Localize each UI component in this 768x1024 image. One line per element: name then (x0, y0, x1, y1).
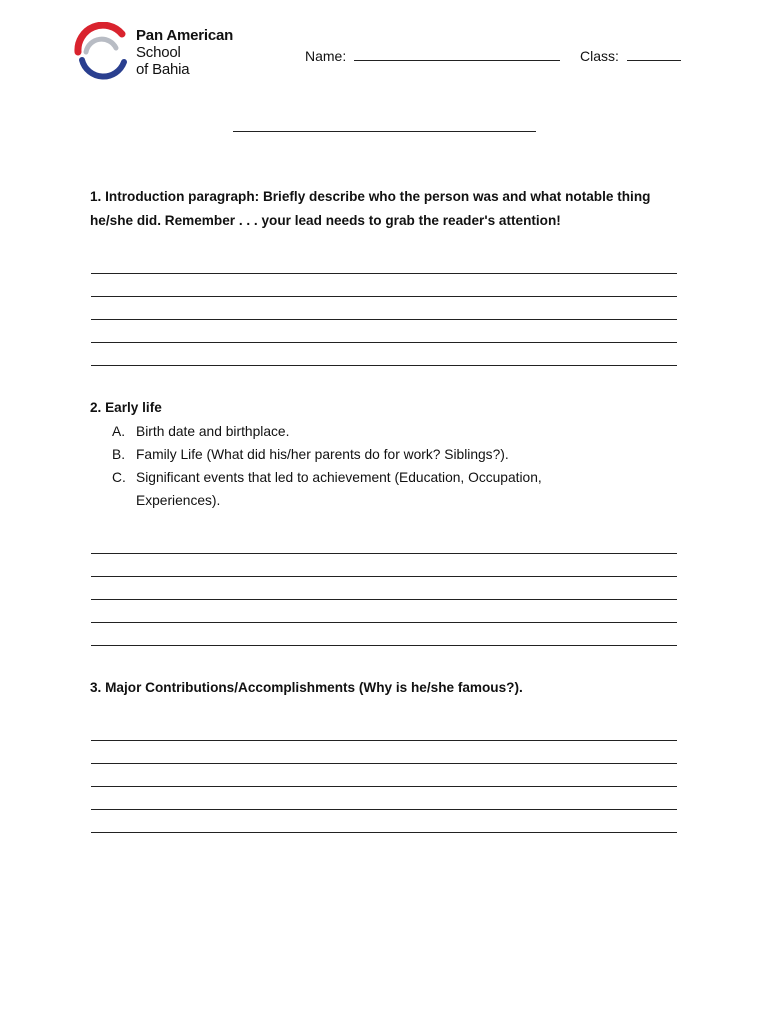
writing-line[interactable] (91, 577, 677, 600)
name-label: Name: (305, 48, 347, 64)
student-info-fields (305, 48, 681, 64)
list-item-text: Family Life (What did his/her parents do for work? Siblings?). (136, 447, 509, 462)
title-blank-line[interactable] (233, 131, 536, 132)
list-item (112, 420, 606, 443)
list-item (112, 443, 606, 466)
class-label: Class: (580, 48, 619, 64)
section-3-writing-lines[interactable] (91, 718, 677, 833)
writing-line[interactable] (91, 764, 677, 787)
writing-line[interactable] (91, 600, 677, 623)
writing-line[interactable] (91, 718, 677, 741)
class-blank-line[interactable] (627, 48, 681, 61)
list-item-letter: C. (112, 470, 126, 485)
early-life-list (112, 420, 606, 512)
writing-line[interactable] (91, 554, 677, 577)
logo-line-2: School (136, 44, 181, 61)
logo-line-3: of Bahia (136, 61, 190, 78)
writing-line[interactable] (91, 741, 677, 764)
writing-line[interactable] (91, 251, 677, 274)
school-emblem-icon (72, 22, 134, 82)
section-3-heading: 3. Major Contributions/Accomplishments (Why is he/she famous?). (90, 680, 523, 695)
writing-line[interactable] (91, 623, 677, 646)
list-item-letter: A. (112, 424, 126, 439)
list-item-letter: B. (112, 447, 126, 462)
name-blank-line[interactable] (354, 48, 560, 61)
logo-wordmark (136, 27, 233, 78)
writing-line[interactable] (91, 810, 677, 833)
writing-line[interactable] (91, 343, 677, 366)
writing-line[interactable] (91, 531, 677, 554)
list-item (112, 466, 606, 512)
section-2-writing-lines[interactable] (91, 531, 677, 646)
section-2-heading: 2. Early life (90, 400, 162, 415)
writing-line[interactable] (91, 320, 677, 343)
school-logo (72, 22, 242, 82)
logo-line-1: Pan American (136, 27, 234, 44)
writing-line[interactable] (91, 297, 677, 320)
list-item-text: Significant events that led to achievement (Education, Occupation, Experiences). (136, 470, 542, 508)
section-1-writing-lines[interactable] (91, 251, 677, 366)
writing-line[interactable] (91, 787, 677, 810)
section-1-heading: 1. Introduction paragraph: Briefly describe who the person was and what notable thing he/she did. Remember . . . your lead needs to grab the reader's attention! (90, 189, 651, 228)
list-item-text: Birth date and birthplace. (136, 424, 290, 439)
writing-line[interactable] (91, 274, 677, 297)
